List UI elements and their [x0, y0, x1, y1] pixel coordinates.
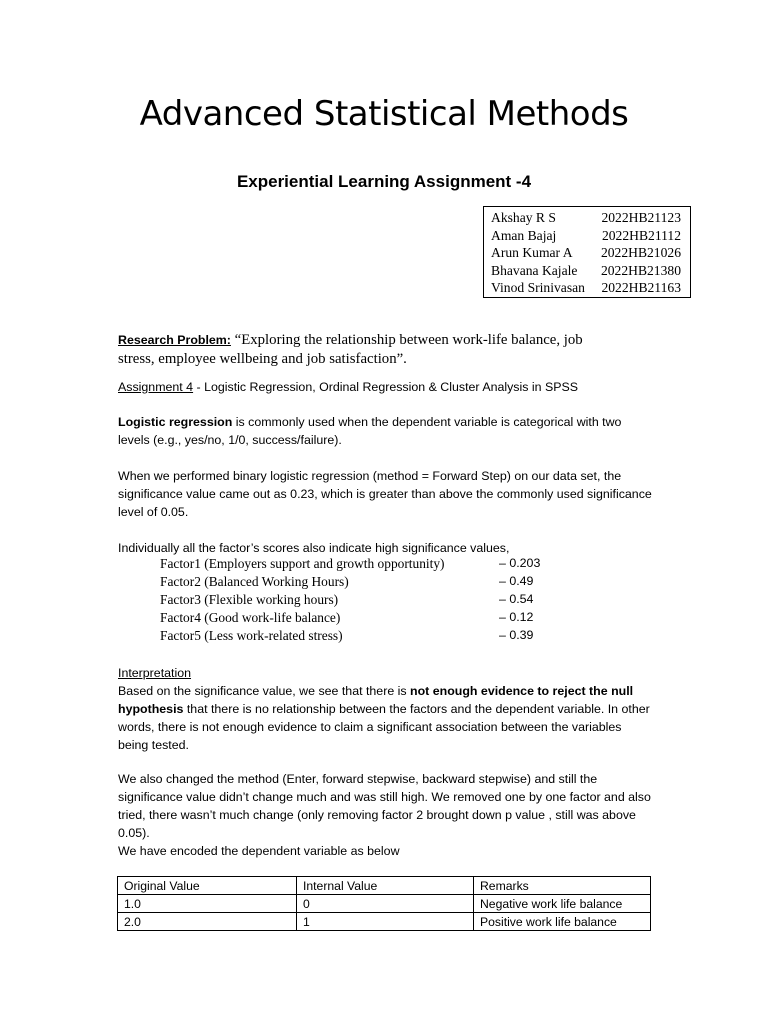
factor-significance: – 0.12 — [499, 610, 534, 624]
research-problem-label: Research Problem: — [118, 333, 231, 347]
member-id: 2022HB21026 — [600, 245, 681, 260]
member-name: Aman Bajaj — [491, 227, 557, 243]
member-id: 2022HB21380 — [600, 262, 681, 278]
table-cell: 1.0 — [118, 895, 297, 913]
logistic-regression-paragraph — [118, 413, 653, 449]
factor-label: Factor2 (Balanced Working Hours) — [160, 574, 349, 589]
table-row — [118, 913, 651, 931]
member-id: 2022HB21123 — [601, 210, 681, 225]
logistic-regression-text: is commonly used when the dependent variable is categorical with two levels (e.g., yes/no, 1/0, success/failure). — [118, 415, 622, 447]
member-row — [491, 227, 690, 245]
table-cell: 1 — [297, 913, 474, 931]
member-name: Bhavana Kajale — [491, 262, 578, 278]
table-header-row — [118, 877, 651, 895]
table-cell: 2.0 — [118, 913, 297, 931]
factor-label: Factor4 (Good work-life balance) — [160, 610, 341, 625]
table-cell: Positive work life balance — [474, 913, 651, 931]
research-problem — [118, 331, 588, 369]
assignment-line — [118, 378, 653, 396]
table-row — [118, 895, 651, 913]
table-header: Original Value — [118, 877, 297, 895]
factor-row — [160, 556, 560, 574]
factor-label: Factor1 (Employers support and growth opportunity) — [160, 556, 445, 571]
interpretation-heading: Interpretation — [118, 666, 192, 680]
table-cell: 0 — [297, 895, 474, 913]
document-title: Advanced Statistical Methods — [139, 94, 629, 134]
factor-row — [160, 610, 560, 628]
table-cell: Negative work life balance — [474, 895, 651, 913]
factor-significance: – 0.54 — [499, 592, 534, 606]
interpretation-text-pre: Based on the significance value, we see that there is — [118, 684, 411, 698]
factors-intro: Individually all the factor’s scores also indicate high significance values, — [118, 541, 510, 555]
member-row — [491, 279, 690, 297]
member-id: 2022HB21163 — [601, 280, 681, 295]
interpretation-paragraph — [118, 682, 653, 754]
factor-row — [160, 574, 560, 592]
method-paragraph: We also changed the method (Enter, forward stepwise, backward stepwise) and still the significance value didn’t change much and was still high. We removed one by one factor and also tried, there wasn’t much change (only removing factor 2 brought down p value , still was above 0.05). — [118, 772, 651, 840]
interpretation-text-post: that there is no relationship between the factors and the dependent variable. In other words, there is not enough evidence to claim a significant association between the variables being tested. — [118, 702, 650, 752]
factor-row — [160, 628, 560, 646]
member-name: Vinod Srinivasan — [491, 280, 585, 295]
member-row — [491, 244, 690, 262]
research-problem-text: “Exploring the relationship between work-life balance, job stress, employee wellbeing and job satisfaction”. — [118, 332, 583, 367]
table-header: Internal Value — [297, 877, 474, 895]
factor-significance: – 0.203 — [499, 556, 541, 570]
team-members-box — [483, 206, 691, 298]
assignment-label: Assignment 4 — [118, 380, 194, 394]
table-header: Remarks — [474, 877, 651, 895]
encoding-table — [117, 876, 651, 931]
factor-significance: – 0.49 — [499, 574, 534, 588]
factor-row — [160, 592, 560, 610]
encoding-intro: We have encoded the dependent variable as below — [118, 844, 400, 858]
document-subtitle: Experiential Learning Assignment -4 — [236, 172, 532, 191]
member-name: Akshay R S — [491, 210, 556, 225]
member-row — [491, 209, 690, 227]
binary-regression-paragraph: When we performed binary logistic regression (method = Forward Step) on our data set, the significance value came out as 0.23, which is greater than above the commonly used significance level of 0.05. — [118, 469, 652, 519]
factor-label: Factor5 (Less work-related stress) — [160, 628, 343, 643]
factor-significance: – 0.39 — [499, 628, 534, 642]
factor-label: Factor3 (Flexible working hours) — [160, 592, 339, 607]
interpretation-section — [118, 664, 653, 754]
logistic-regression-term: Logistic regression — [118, 415, 233, 429]
member-row — [491, 262, 690, 280]
member-name: Arun Kumar A — [491, 245, 573, 260]
assignment-text: - Logistic Regression, Ordinal Regression & Cluster Analysis in SPSS — [193, 380, 579, 394]
member-id: 2022HB21112 — [601, 227, 681, 243]
interpretation-bold: not enough evidence to reject the null hypothesis — [118, 684, 634, 716]
